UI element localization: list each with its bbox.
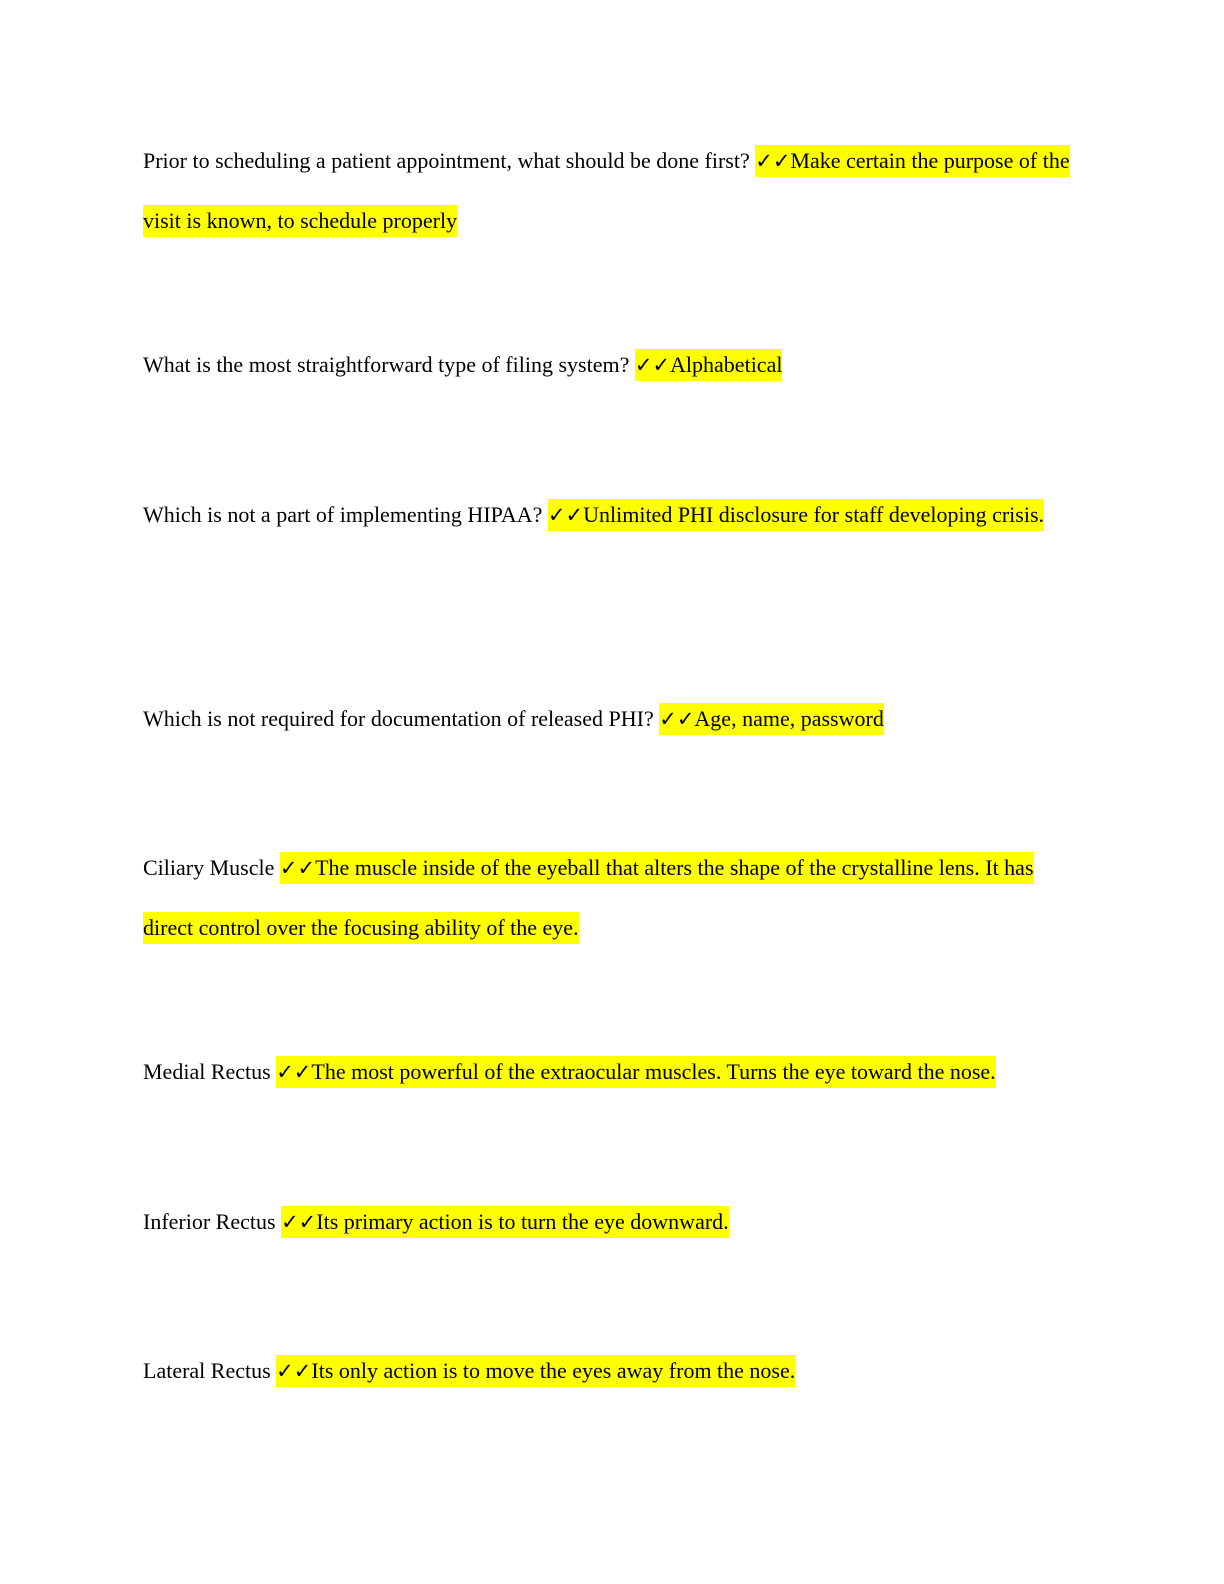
question-text: Inferior Rectus (143, 1209, 276, 1234)
check-mark-icon: ✓✓ (279, 856, 316, 880)
answer-highlight (143, 852, 1034, 944)
check-mark-icon: ✓✓ (659, 707, 695, 731)
question-text: Prior to scheduling a patient appointment, what should be done first? (143, 148, 750, 173)
answer-highlight (276, 1355, 795, 1387)
answer-text: The most powerful of the extraocular muscles. Turns the eye toward the nose. (311, 1059, 996, 1084)
check-mark-icon: ✓✓ (276, 1060, 312, 1084)
answer-text: Its primary action is to turn the eye downward. (316, 1209, 729, 1234)
answer-highlight (635, 349, 783, 381)
question-text: Which is not a part of implementing HIPAA? (143, 502, 543, 527)
answer-text: Make certain the purpose of the visit is known, to schedule properly (143, 148, 1070, 233)
qa-item (143, 1192, 1083, 1252)
check-mark-icon: ✓✓ (755, 149, 791, 173)
qa-item (143, 131, 1083, 250)
qa-item (143, 689, 1083, 749)
question-text: Lateral Rectus (143, 1358, 271, 1383)
qa-item (143, 335, 1083, 395)
answer-text: Age, name, password (694, 706, 884, 731)
answer-text: Its only action is to move the eyes away from the nose. (311, 1358, 796, 1383)
answer-highlight (548, 499, 1044, 531)
answer-highlight (281, 1206, 729, 1238)
check-mark-icon: ✓✓ (276, 1359, 312, 1383)
question-text: Medial Rectus (143, 1059, 271, 1084)
check-mark-icon: ✓✓ (547, 503, 584, 527)
qa-item (143, 838, 1083, 957)
question-text: What is the most straightforward type of filing system? (143, 352, 630, 377)
question-text: Ciliary Muscle (143, 855, 275, 880)
check-mark-icon: ✓✓ (281, 1210, 317, 1234)
question-text: Which is not required for documentation of released PHI? (143, 706, 654, 731)
answer-highlight (659, 703, 884, 735)
answer-highlight (276, 1056, 995, 1088)
answer-text: Unlimited PHI disclosure for staff developing crisis. (583, 502, 1045, 527)
answer-text: Alphabetical (670, 352, 783, 377)
qa-item (143, 485, 1083, 545)
answer-text: The muscle inside of the eyeball that alters the shape of the crystalline lens. It has direct control over the focusing ability of the eye. (143, 855, 1034, 940)
check-mark-icon: ✓✓ (634, 353, 671, 377)
qa-item (143, 1042, 1083, 1102)
qa-item (143, 1341, 1083, 1401)
